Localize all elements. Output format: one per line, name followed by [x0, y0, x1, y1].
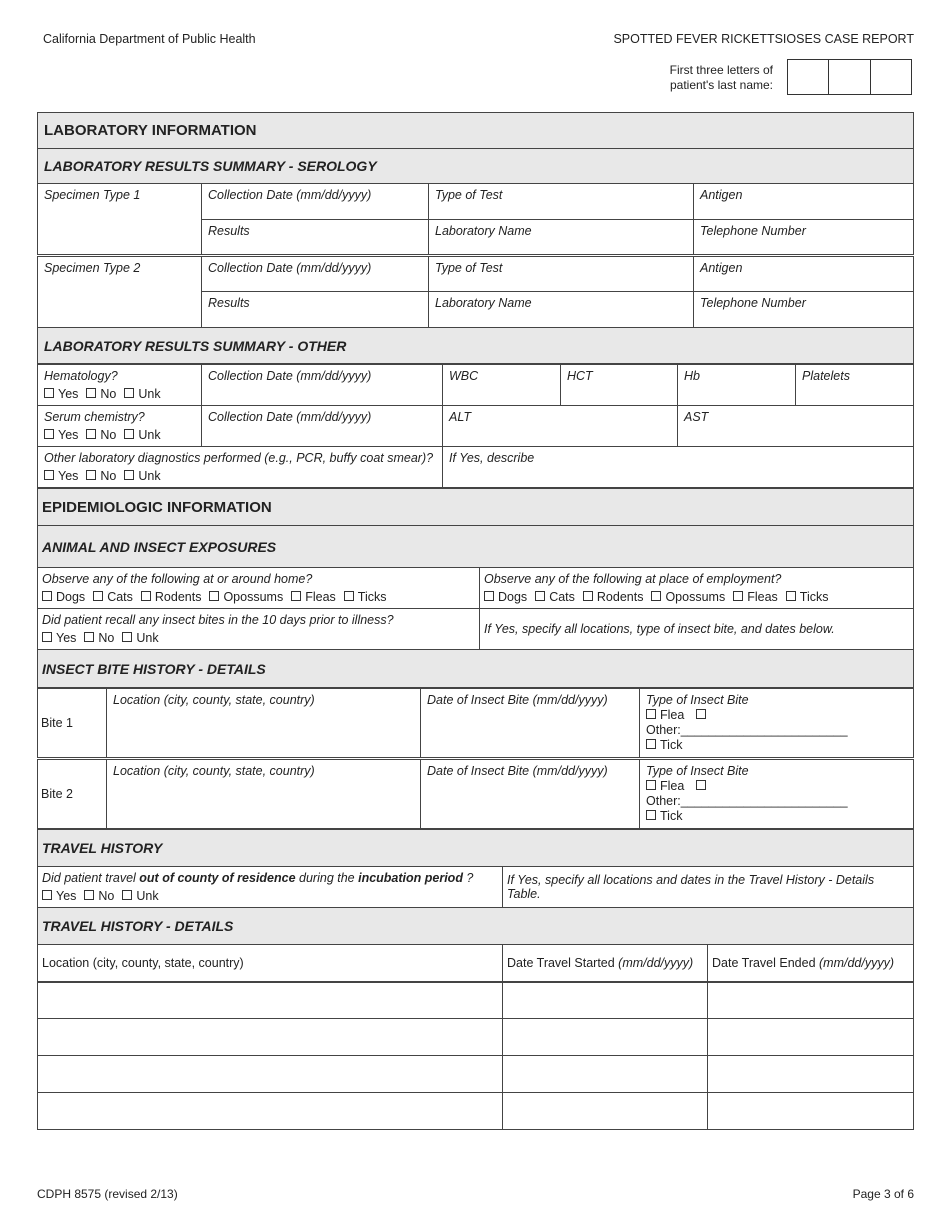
- ticks-checkbox[interactable]: Ticks: [344, 590, 387, 604]
- travel-started-cell[interactable]: [503, 1056, 708, 1093]
- bite-date-field[interactable]: Date of Insect Bite (mm/dd/yyyy): [421, 689, 640, 759]
- travel-started-cell[interactable]: [503, 1093, 708, 1130]
- bite-1-label: Bite 1: [38, 689, 107, 759]
- travel-location-cell[interactable]: [38, 1056, 503, 1093]
- travel-ended-header: Date Travel Ended (mm/dd/yyyy): [708, 945, 914, 982]
- travel-ended-cell[interactable]: [708, 1056, 914, 1093]
- travel-location-cell[interactable]: [38, 982, 503, 1019]
- no-checkbox[interactable]: No: [86, 428, 116, 442]
- lab-name-field[interactable]: Laboratory Name: [429, 292, 694, 328]
- no-checkbox[interactable]: No: [86, 469, 116, 483]
- insect-bites-question: Did patient recall any insect bites in the 10 days prior to illness? Yes No Unk: [38, 609, 480, 650]
- collection-date-field[interactable]: Collection Date (mm/dd/yyyy): [202, 406, 443, 447]
- bites-note: If Yes, specify all locations, type of insect bite, and dates below.: [480, 609, 914, 650]
- type-of-test-field[interactable]: Type of Test: [429, 256, 694, 292]
- dogs-checkbox[interactable]: Dogs: [42, 590, 85, 604]
- flea-checkbox[interactable]: Flea: [646, 779, 684, 793]
- telephone-field[interactable]: Telephone Number: [694, 292, 914, 328]
- bite-history-table: [37, 688, 914, 829]
- collection-date-field[interactable]: Collection Date (mm/dd/yyyy): [202, 256, 429, 292]
- dogs-checkbox[interactable]: Dogs: [484, 590, 527, 604]
- fleas-checkbox[interactable]: Fleas: [733, 590, 778, 604]
- no-checkbox[interactable]: No: [84, 889, 114, 903]
- travel-question: Did patient travel out of county of residence during the incubation period ? Yes No Unk: [38, 867, 503, 908]
- ticks-checkbox[interactable]: Ticks: [786, 590, 829, 604]
- travel-location-cell[interactable]: [38, 1019, 503, 1056]
- yes-checkbox[interactable]: Yes: [44, 428, 78, 442]
- serology-table: [37, 112, 914, 364]
- specimen-type-1-field[interactable]: Specimen Type 1: [38, 184, 202, 256]
- subsection-travel-details: TRAVEL HISTORY - DETAILS: [38, 908, 914, 945]
- travel-location-header: Location (city, county, state, country): [38, 945, 503, 982]
- wbc-field[interactable]: WBC: [443, 365, 561, 406]
- hct-field[interactable]: HCT: [561, 365, 678, 406]
- type-of-test-field[interactable]: Type of Test: [429, 184, 694, 220]
- subsection-lab-other: LABORATORY RESULTS SUMMARY - OTHER: [38, 328, 914, 364]
- lab-name-field[interactable]: Laboratory Name: [429, 220, 694, 256]
- bite-location-field[interactable]: Location (city, county, state, country): [107, 759, 421, 829]
- other-diagnostics-question: Other laboratory diagnostics performed (e.g., PCR, buffy coat smear)? Yes No Unk: [38, 447, 443, 488]
- work-exposure-question: Observe any of the following at place of employment? Dogs Cats Rodents Opossums Fleas Ticks: [480, 568, 914, 609]
- other-checkbox[interactable]: Other:________________________: [646, 779, 848, 808]
- travel-history-table: [37, 829, 914, 1130]
- bite-location-field[interactable]: Location (city, county, state, country): [107, 689, 421, 759]
- bite-type-field: Type of Insect Bite FleaOther:________________________ Tick: [640, 759, 914, 829]
- yes-checkbox[interactable]: Yes: [42, 889, 76, 903]
- travel-note: If Yes, specify all locations and dates in the Travel History - Details Table.: [503, 867, 914, 908]
- telephone-field[interactable]: Telephone Number: [694, 220, 914, 256]
- if-yes-describe-field[interactable]: If Yes, describe: [443, 447, 914, 488]
- unk-checkbox[interactable]: Unk: [124, 428, 160, 442]
- flea-checkbox[interactable]: Flea: [646, 708, 684, 722]
- tick-checkbox[interactable]: Tick: [646, 809, 682, 823]
- subsection-exposures: ANIMAL AND INSECT EXPOSURES: [38, 526, 914, 568]
- bite-type-field: Type of Insect Bite FleaOther:________________________ Tick: [640, 689, 914, 759]
- cats-checkbox[interactable]: Cats: [93, 590, 133, 604]
- report-title: SPOTTED FEVER RICKETTSIOSES CASE REPORT: [613, 32, 914, 46]
- case-report-form: [37, 112, 913, 1130]
- subsection-bite-history: INSECT BITE HISTORY - DETAILS: [38, 650, 914, 688]
- initial-1[interactable]: [788, 60, 829, 94]
- initial-2[interactable]: [829, 60, 870, 94]
- fleas-checkbox[interactable]: Fleas: [291, 590, 336, 604]
- opossums-checkbox[interactable]: Opossums: [209, 590, 283, 604]
- subsection-serology: LABORATORY RESULTS SUMMARY - SEROLOGY: [38, 149, 914, 184]
- unk-checkbox[interactable]: Unk: [124, 387, 160, 401]
- results-field[interactable]: Results: [202, 220, 429, 256]
- yes-checkbox[interactable]: Yes: [44, 469, 78, 483]
- unk-checkbox[interactable]: Unk: [122, 631, 158, 645]
- collection-date-field[interactable]: Collection Date (mm/dd/yyyy): [202, 365, 443, 406]
- form-id: CDPH 8575 (revised 2/13): [37, 1187, 178, 1201]
- rodents-checkbox[interactable]: Rodents: [583, 590, 644, 604]
- travel-started-header: Date Travel Started (mm/dd/yyyy): [503, 945, 708, 982]
- alt-field[interactable]: ALT: [443, 406, 678, 447]
- travel-ended-cell[interactable]: [708, 1019, 914, 1056]
- lab-other-table: [37, 364, 914, 488]
- travel-started-cell[interactable]: [503, 982, 708, 1019]
- cats-checkbox[interactable]: Cats: [535, 590, 575, 604]
- page-number: Page 3 of 6: [852, 1187, 914, 1201]
- other-checkbox[interactable]: Other:________________________: [646, 708, 848, 737]
- travel-started-cell[interactable]: [503, 1019, 708, 1056]
- antigen-field[interactable]: Antigen: [694, 256, 914, 292]
- initials-input[interactable]: [787, 59, 912, 95]
- serum-chemistry-question: Serum chemistry? Yes No Unk: [38, 406, 202, 447]
- no-checkbox[interactable]: No: [86, 387, 116, 401]
- hematology-question: Hematology? Yes No Unk: [38, 365, 202, 406]
- agency-name: California Department of Public Health: [43, 32, 256, 46]
- rodents-checkbox[interactable]: Rodents: [141, 590, 202, 604]
- subsection-travel-history: TRAVEL HISTORY: [38, 830, 914, 867]
- yes-checkbox[interactable]: Yes: [44, 387, 78, 401]
- specimen-type-2-field[interactable]: Specimen Type 2: [38, 256, 202, 328]
- home-exposure-question: Observe any of the following at or around home? Dogs Cats Rodents Opossums Fleas Ticks: [38, 568, 480, 609]
- opossums-checkbox[interactable]: Opossums: [651, 590, 725, 604]
- yes-checkbox[interactable]: Yes: [42, 631, 76, 645]
- exposures-table: [37, 488, 914, 688]
- bite-date-field[interactable]: Date of Insect Bite (mm/dd/yyyy): [421, 759, 640, 829]
- no-checkbox[interactable]: No: [84, 631, 114, 645]
- collection-date-field[interactable]: Collection Date (mm/dd/yyyy): [202, 184, 429, 220]
- unk-checkbox[interactable]: Unk: [122, 889, 158, 903]
- travel-location-cell[interactable]: [38, 1093, 503, 1130]
- unk-checkbox[interactable]: Unk: [124, 469, 160, 483]
- section-epi-info: EPIDEMIOLOGIC INFORMATION: [38, 489, 914, 526]
- initials-label: First three letters of patient's last name:: [669, 63, 773, 92]
- bite-2-label: Bite 2: [38, 759, 107, 829]
- hb-field[interactable]: Hb: [678, 365, 796, 406]
- section-lab-info: LABORATORY INFORMATION: [38, 113, 914, 149]
- results-field[interactable]: Results: [202, 292, 429, 328]
- antigen-field[interactable]: Antigen: [694, 184, 914, 220]
- travel-ended-cell[interactable]: [708, 1093, 914, 1130]
- initial-3[interactable]: [871, 60, 911, 94]
- platelets-field[interactable]: Platelets: [796, 365, 914, 406]
- tick-checkbox[interactable]: Tick: [646, 738, 682, 752]
- travel-ended-cell[interactable]: [708, 982, 914, 1019]
- ast-field[interactable]: AST: [678, 406, 914, 447]
